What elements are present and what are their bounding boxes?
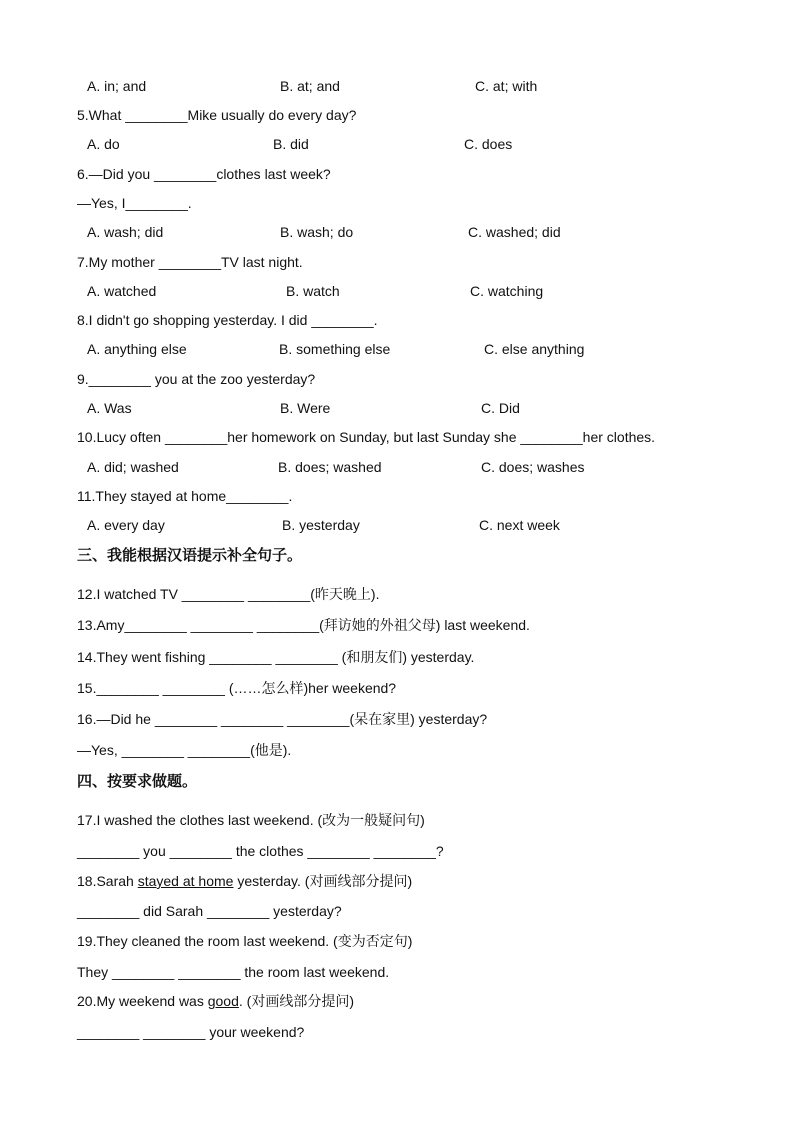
question-17-answer: ________ you ________ the clothes ________ ________? [77,843,444,859]
section-4-heading: 四、按要求做题。 [77,772,198,790]
q8-option-a: A. anything else [87,341,187,357]
question-18 [77,872,412,890]
q5-option-c: C. does [464,136,513,152]
question-12: 12.I watched TV ________ ________(昨天晚上). [77,586,380,602]
q4-option-a: A. in; and [87,78,147,94]
q11-option-a: A. every day [87,517,165,533]
question-16-answer-line: —Yes, ________ ________(他是). [77,742,292,758]
q6-option-c: C. washed; did [468,224,561,240]
question-18-answer: ________ did Sarah ________ yesterday? [77,903,342,919]
question-14: 14.They went fishing ________ ________ (和朋友们) yesterday. [77,649,475,665]
question-8: 8.I didn't go shopping yesterday. I did ________. [77,312,378,328]
question-20-answer: ________ ________ your weekend? [77,1024,305,1040]
question-19-answer: They ________ ________ the room last weekend. [77,964,390,980]
question-6-answer-line: —Yes, I________. [77,195,192,211]
question-9: 9.________ you at the zoo yesterday? [77,371,316,387]
question-17: 17.I washed the clothes last weekend. (改为一般疑问句) [77,812,425,828]
question-7: 7.My mother ________TV last night. [77,254,303,270]
q8-option-c: C. else anything [484,341,585,357]
question-18-pre: 18.Sarah [77,873,138,889]
question-20-underlined: good [207,993,239,1009]
q11-option-c: C. next week [479,517,560,533]
question-16: 16.—Did he ________ ________ ________(呆在家里) yesterday? [77,711,488,727]
question-13: 13.Amy________ ________ ________(拜访她的外祖父母) last weekend. [77,617,530,633]
q5-option-b: B. did [273,136,309,152]
question-11: 11.They stayed at home________. [77,488,293,504]
q7-option-c: C. watching [470,283,544,299]
q9-option-b: B. Were [280,400,331,416]
question-20-post: . (对画线部分提问) [238,993,354,1009]
question-15: 15.________ ________ (……怎么样)her weekend? [77,680,397,696]
q9-option-c: C. Did [481,400,520,416]
q7-option-b: B. watch [286,283,340,299]
q9-option-a: A. Was [87,400,132,416]
question-10: 10.Lucy often ________her homework on Sunday, but last Sunday she ________her clothes. [77,429,656,445]
question-5: 5.What ________Mike usually do every day? [77,107,357,123]
q8-option-b: B. something else [279,341,391,357]
q7-option-a: A. watched [87,283,157,299]
q6-option-a: A. wash; did [87,224,164,240]
q5-option-a: A. do [87,136,120,152]
q4-option-c: C. at; with [475,78,538,94]
question-18-post: yesterday. (对画线部分提问) [233,873,413,889]
q10-option-b: B. does; washed [278,459,382,475]
question-18-underlined: stayed at home [137,873,234,889]
question-6: 6.—Did you ________clothes last week? [77,166,331,182]
q10-option-c: C. does; washes [481,459,585,475]
question-20-pre: 20.My weekend was [77,993,208,1009]
q4-option-b: B. at; and [280,78,340,94]
section-3-heading: 三、我能根据汉语提示补全句子。 [77,546,303,564]
q10-option-a: A. did; washed [87,459,179,475]
q11-option-b: B. yesterday [282,517,360,533]
q6-option-b: B. wash; do [280,224,354,240]
question-20 [77,992,354,1010]
question-19: 19.They cleaned the room last weekend. (变为否定句) [77,933,413,949]
